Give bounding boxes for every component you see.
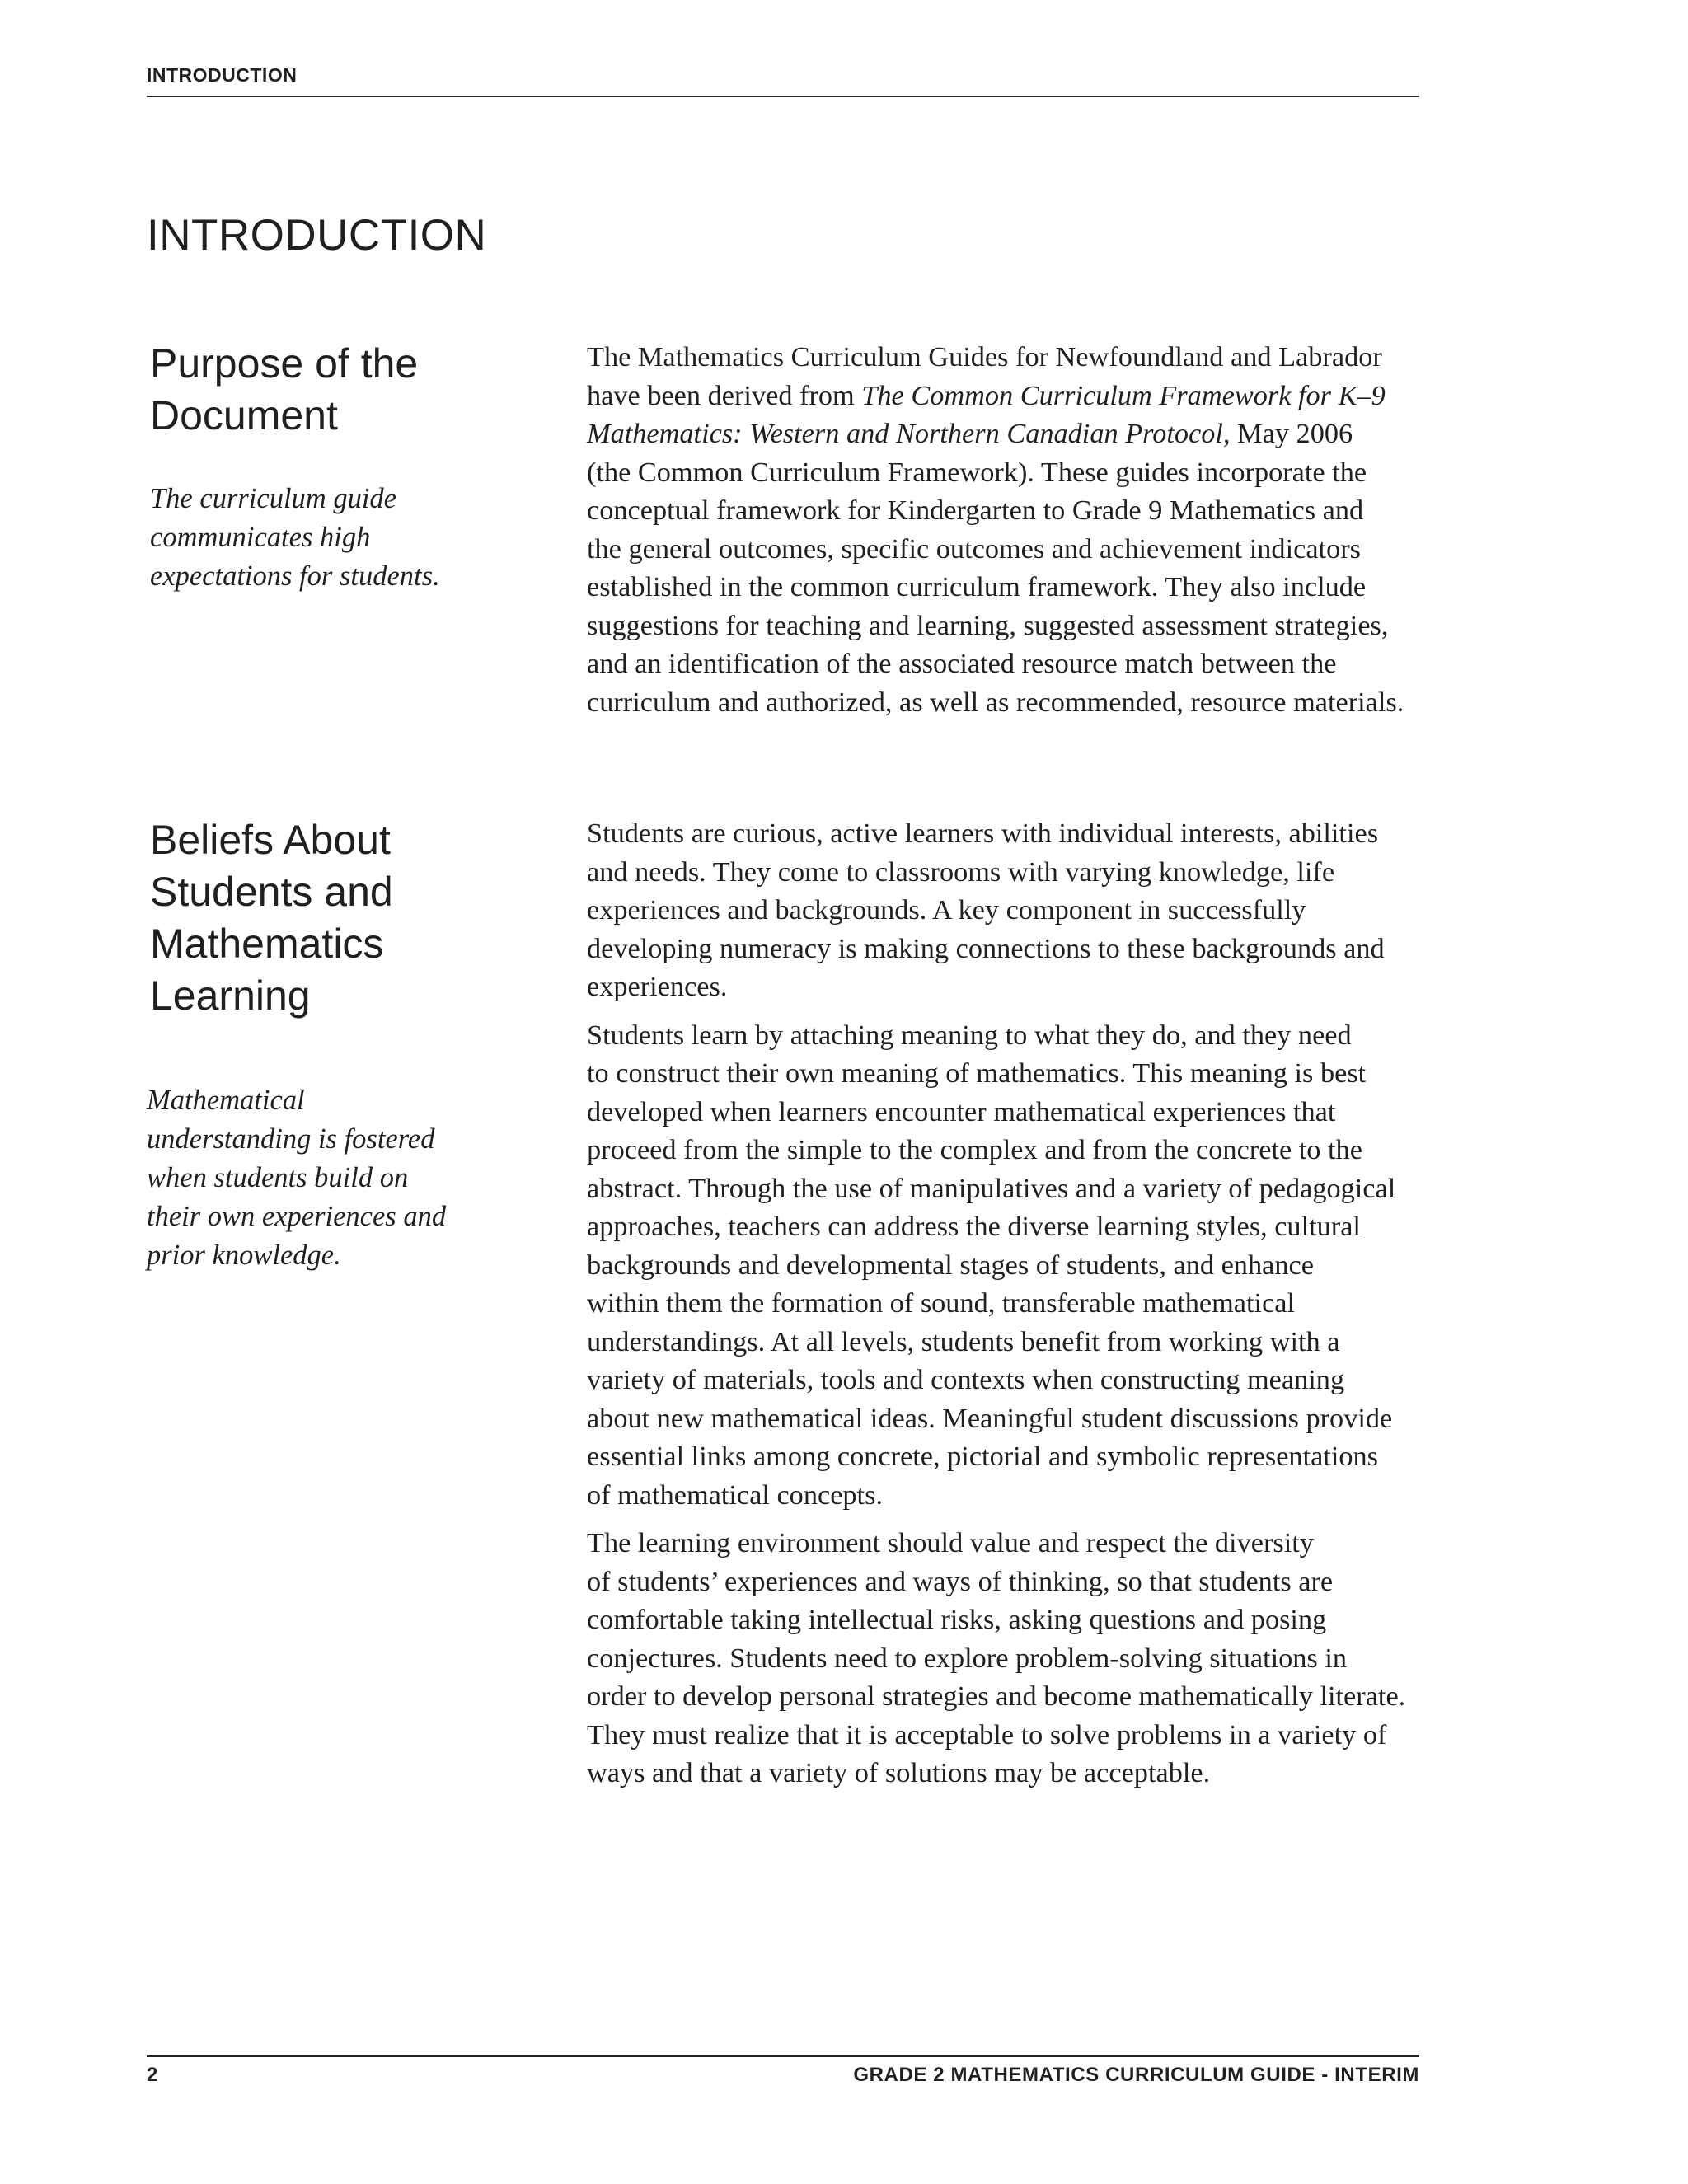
page-title: INTRODUCTION	[147, 211, 487, 260]
page-number: 2	[147, 2064, 158, 2086]
beliefs-body	[587, 814, 1428, 1802]
purpose-side-note: The curriculum guide communicates high expectations for students.	[150, 483, 440, 592]
beliefs-heading: Beliefs About Students and Mathematics Learning	[150, 817, 393, 1019]
framework-title: The Common Curriculum Framework for K–9 Mathematics: Western and Northern Canadian Protocol	[587, 379, 1386, 449]
running-head: INTRODUCTION	[147, 64, 298, 86]
beliefs-paragraph-2: Students learn by attaching meaning to what they do, and they need to construct their own meaning of mathematics. This meaning is best developed when learners encounter mathematical experiences that proceed from the simple to the complex and from the concrete to the abstract. Through the use of manipulatives and a variety of pedagogical approaches, teachers can address the diverse learning styles, cultural backgrounds and developmental stages of students, and enhance within them the formation of sound, transferable mathematical understandings. At all levels, students benefit from working with a variety of materials, tools and contexts when constructing meaning about new mathematical ideas. Meaningful student discussions provide essential links among concrete, pictorial and symbolic representations of mathematical concepts.	[587, 1019, 1396, 1511]
beliefs-sidebar	[147, 814, 529, 1275]
purpose-heading: Purpose of the Document	[150, 340, 419, 438]
header-rule	[147, 96, 1419, 97]
beliefs-paragraph-3: The learning environment should value and respect the diversity of students’ experiences and ways of thinking, so that students are comfortable taking intellectual risks, asking questions and posing conjectures. Students need to explore problem-solving situations in order to develop personal strategies and become mathematically literate. They must realize that it is acceptable to solve problems in a variety of ways and that a variety of solutions may be acceptable.	[587, 1527, 1406, 1788]
footer-title: GRADE 2 MATHEMATICS CURRICULUM GUIDE - INTERIM	[853, 2064, 1419, 2086]
beliefs-side-note: Mathematical understanding is fostered when students build on their own experiences and prior knowledge.	[147, 1085, 447, 1271]
purpose-text-a: The Mathematics Curriculum Guides for Newfoundland and Labrador have been derived from	[587, 341, 1382, 411]
purpose-text-c: , May 2006 (the Common Curriculum Framework). These guides incorporate the conceptual framework for Kindergarten to Grade 9 Mathematics and the general outcomes, specific outcomes and achievement indicators established in the common curriculum framework. They also include suggestions for teaching and learning, suggested assessment strategies, and an identification of the associated resource match between the curriculum and authorized, as well as recommended, resource materials.	[587, 418, 1404, 718]
beliefs-paragraph-1: Students are curious, active learners with individual interests, abilities and needs. They come to classrooms with varying knowledge, life experiences and backgrounds. A key component in successfully developing numeracy is making connections to these backgrounds and experiences.	[587, 818, 1385, 1002]
purpose-sidebar	[150, 338, 529, 596]
purpose-paragraph	[587, 338, 1428, 721]
footer-rule	[147, 2055, 1419, 2057]
purpose-body	[587, 338, 1428, 731]
